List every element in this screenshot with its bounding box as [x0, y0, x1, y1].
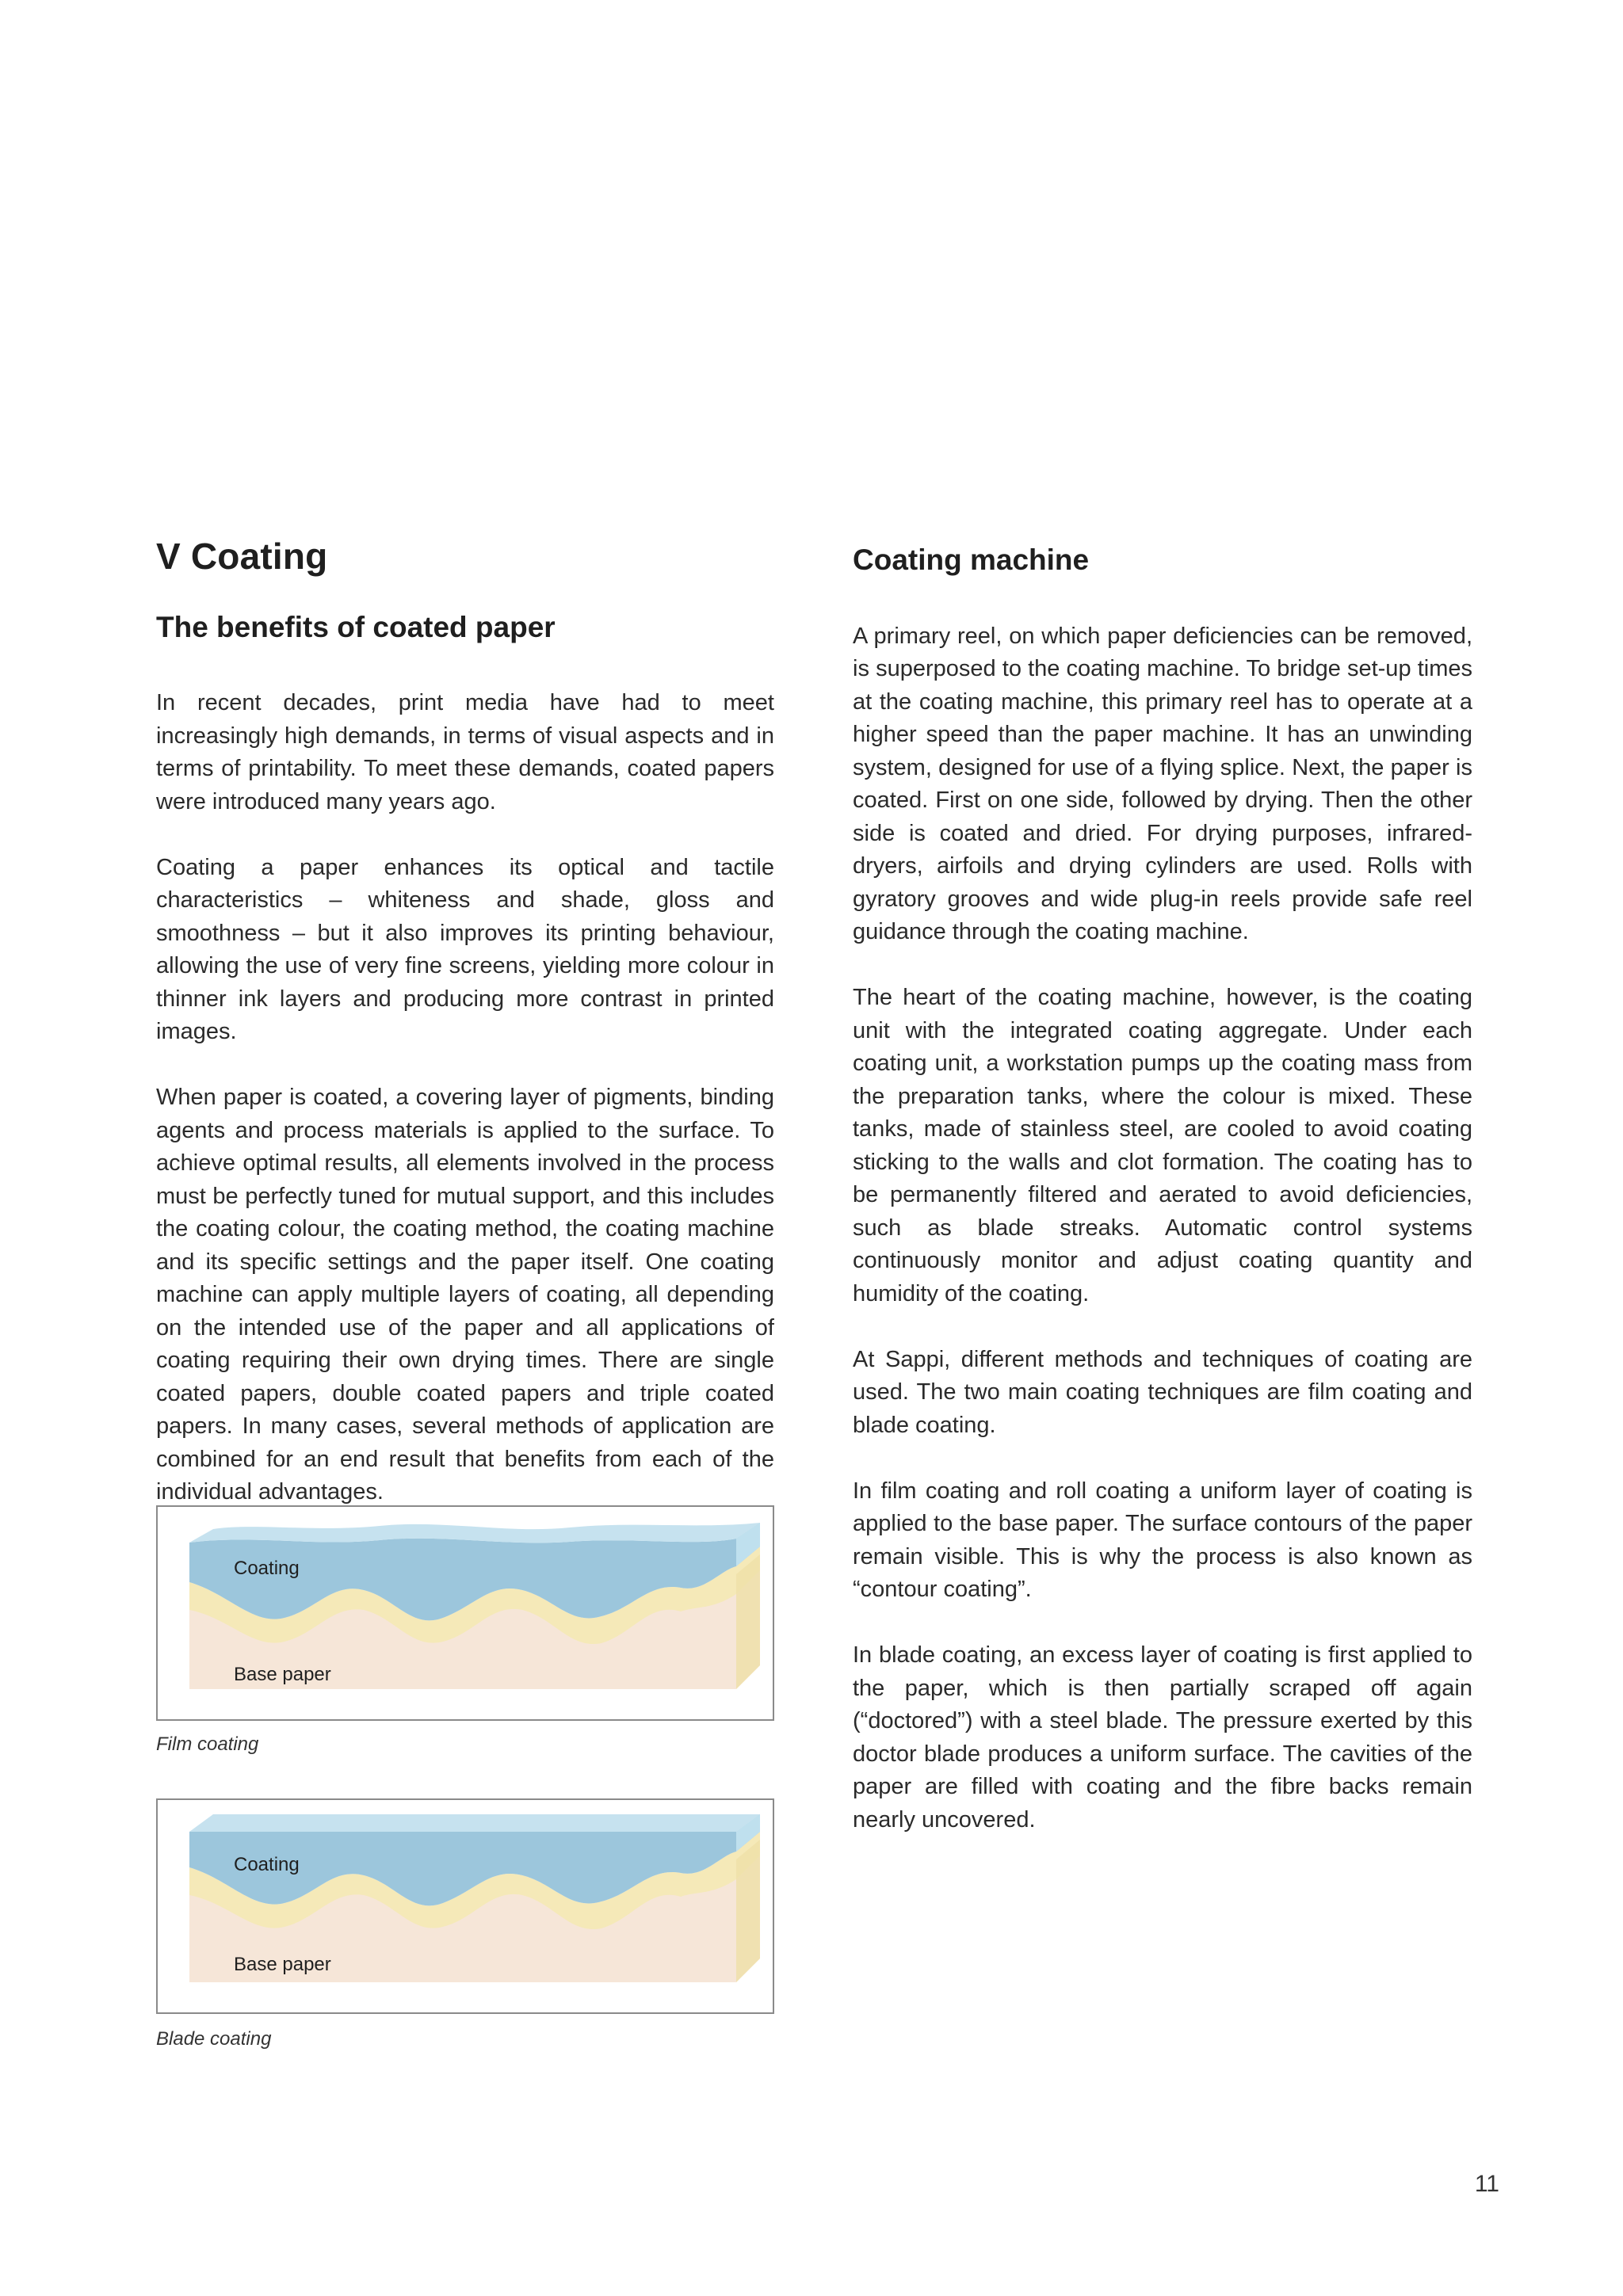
paragraph: When paper is coated, a covering layer of pigments, binding agents and process materials is applied to the surface. To achieve optimal results, all elements involved in the process must be perfectly tuned for mutual support, and this includes the coating colour, the coating method, the coating machine and its specific settings and the paper itself. One coating machine can apply multiple layers of coating, all depending on the intended use of the paper and all applications of coating requiring their own drying times. There are single coated papers, double coated papers and triple coated papers. In many cases, several methods of application are combined for an end result that benefits from each of the individual advantages.	[156, 1085, 774, 1505]
paragraph: At Sappi, different methods and techniques of coating are used. The two main coating techniques are film coating and blade coating.	[853, 1346, 1472, 1438]
film-coating-figure	[156, 1505, 774, 1721]
paragraph: In blade coating, an excess layer of coating is first applied to the paper, which is then partially scraped off again (“doctored”) with a steel blade. The pressure exerted by this doctor blade produces a uniform surface. The cavities of the paper are filled with coating and the fibre backs remain nearly uncovered.	[853, 1642, 1472, 1833]
paragraph: In film coating and roll coating a uniform layer of coating is applied to the base paper. The surface contours of the paper remain visible. This is why the process is also known as “contour coating”.	[853, 1478, 1472, 1603]
coating-label: Coating	[234, 1854, 300, 1875]
chapter-title: V Coating	[156, 536, 328, 577]
coating-label: Coating	[234, 1558, 300, 1579]
film-coating-caption: Film coating	[156, 1733, 259, 1755]
film-coating-illustration	[158, 1507, 773, 1719]
right-column	[853, 543, 1472, 1870]
left-column	[156, 536, 774, 1542]
paragraph: The heart of the coating machine, however, is the coating unit with the integrated coating aggregate. Under each coating unit, a workstation pumps up the coating mass from the preparation tanks, where the colour is mixed. These tanks, made of stainless steel, are cooled to avoid coating sticking to the walls and clot formation. The coating has to be permanently filtered and aerated to avoid deficiencies, such as blade streaks. Automatic control systems continuously monitor and adjust coating quantity and humidity of the coating.	[853, 985, 1472, 1306]
base-paper-label: Base paper	[234, 1664, 331, 1685]
section-title-benefits: The benefits of coated paper	[156, 610, 556, 643]
blade-coating-figure	[156, 1798, 774, 2014]
paragraph: A primary reel, on which paper deficiencies can be removed, is superposed to the coating machine. To bridge set-up times at the coating machine, this primary reel has to operate at a higher speed than the paper machine. It has an unwinding system, designed for use of a flying splice. Next, the paper is coated. First on one side, followed by drying. Then the other side is coated and dried. For drying purposes, infrared-dryers, airfoils and drying cylinders are used. Rolls with gyratory grooves and wide plug-in reels provide safe reel guidance through the coating machine.	[853, 623, 1472, 945]
section-title-coating-machine: Coating machine	[853, 543, 1090, 576]
base-paper-label: Base paper	[234, 1954, 331, 1975]
paragraph: In recent decades, print media have had to meet increasingly high demands, in terms of visual aspects and in terms of printability. To meet these demands, coated papers were introduced many years ago.	[156, 690, 774, 814]
blade-coating-caption: Blade coating	[156, 2028, 272, 2050]
page-number: 11	[1474, 2171, 1499, 2197]
paragraph: Coating a paper enhances its optical and tactile characteristics – whiteness and shade, gloss and smoothness – but it also improves its printing behaviour, allowing the use of very fine screens, yielding more colour in thinner ink layers and producing more contrast in printed images.	[156, 854, 774, 1045]
blade-coating-illustration	[158, 1800, 773, 2012]
